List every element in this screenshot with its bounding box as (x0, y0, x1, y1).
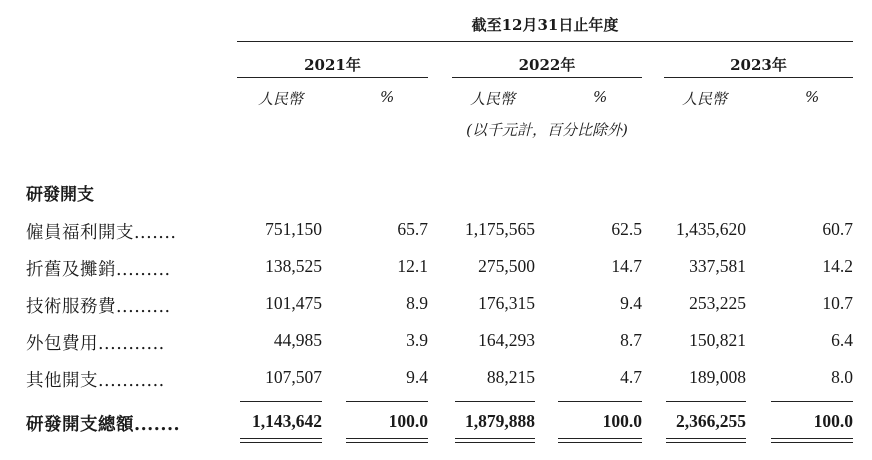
value-2023: 1,435,620 (676, 219, 746, 239)
pct-2022: 4.7 (620, 367, 642, 387)
subtotal-rule-2021-value (240, 401, 322, 402)
total-pct-2021: 100.0 (388, 411, 428, 431)
col-pct-2022: % (593, 88, 608, 106)
col-amount-2023: 人民幣 (682, 90, 728, 108)
period-heading: 截至12月31日止年度 (471, 16, 619, 34)
col-pct-2023: % (805, 88, 820, 106)
value-2022: 275,500 (478, 256, 535, 276)
subtotal-rule-2022-pct (558, 401, 642, 402)
value-2022: 176,315 (478, 293, 535, 313)
subtotal-rule-2021-pct (346, 401, 428, 402)
subtotal-rule-2022-value (455, 401, 535, 402)
pct-2021: 12.1 (397, 256, 428, 276)
period-rule (237, 41, 853, 42)
value-2021: 107,507 (265, 367, 322, 387)
year-2023-rule (664, 77, 853, 78)
row-label: 其他開支........... (26, 371, 165, 391)
value-2021: 101,475 (265, 293, 322, 313)
year-2021-rule (237, 77, 428, 78)
pct-2023: 10.7 (822, 293, 853, 313)
col-pct-2021: % (380, 88, 395, 106)
row-label: 外包費用........... (26, 334, 165, 354)
col-amount-2021: 人民幣 (258, 90, 304, 108)
year-2022-rule (452, 77, 642, 78)
pct-2023: 6.4 (831, 330, 853, 350)
row-label: 技術服務費......... (26, 297, 171, 317)
subtotal-rule-2023-value (666, 401, 746, 402)
pct-2021: 8.9 (406, 293, 428, 313)
total-double-rule-2021-pct (346, 438, 428, 443)
total-label: 研發開支總額....... (26, 415, 181, 435)
value-2023: 253,225 (689, 293, 746, 313)
pct-2022: 8.7 (620, 330, 642, 350)
row-label: 僱員福利開支....... (26, 223, 177, 243)
pct-2022: 62.5 (611, 219, 642, 239)
value-2022: 164,293 (478, 330, 535, 350)
value-2023: 337,581 (689, 256, 746, 276)
total-double-rule-2021-value (240, 438, 322, 443)
section-title: 研發開支 (26, 185, 94, 205)
year-2023-header: 2023年 (730, 56, 787, 74)
pct-2021: 3.9 (406, 330, 428, 350)
total-value-2023: 2,366,255 (676, 411, 746, 431)
col-amount-2022: 人民幣 (470, 90, 516, 108)
value-2022: 1,175,565 (465, 219, 535, 239)
value-2023: 189,008 (689, 367, 746, 387)
pct-2023: 60.7 (822, 219, 853, 239)
total-double-rule-2022-pct (558, 438, 642, 443)
total-double-rule-2023-pct (771, 438, 853, 443)
unit-note: (以千元計，百分比除外) (466, 121, 628, 139)
subtotal-rule-2023-pct (771, 401, 853, 402)
total-pct-2023: 100.0 (813, 411, 853, 431)
total-double-rule-2022-value (455, 438, 535, 443)
value-2023: 150,821 (689, 330, 746, 350)
total-double-rule-2023-value (666, 438, 746, 443)
total-value-2022: 1,879,888 (465, 411, 535, 431)
value-2021: 751,150 (265, 219, 322, 239)
total-value-2021: 1,143,642 (252, 411, 322, 431)
year-2022-header: 2022年 (518, 56, 576, 74)
total-pct-2022: 100.0 (602, 411, 642, 431)
pct-2023: 14.2 (822, 256, 853, 276)
pct-2022: 14.7 (611, 256, 642, 276)
pct-2021: 9.4 (406, 367, 428, 387)
pct-2021: 65.7 (397, 219, 428, 239)
year-2021-header: 2021年 (304, 56, 361, 74)
value-2021: 44,985 (273, 330, 322, 350)
value-2022: 88,215 (486, 367, 535, 387)
row-label: 折舊及攤銷......... (26, 260, 171, 280)
pct-2023: 8.0 (831, 367, 853, 387)
pct-2022: 9.4 (620, 293, 642, 313)
value-2021: 138,525 (265, 256, 322, 276)
